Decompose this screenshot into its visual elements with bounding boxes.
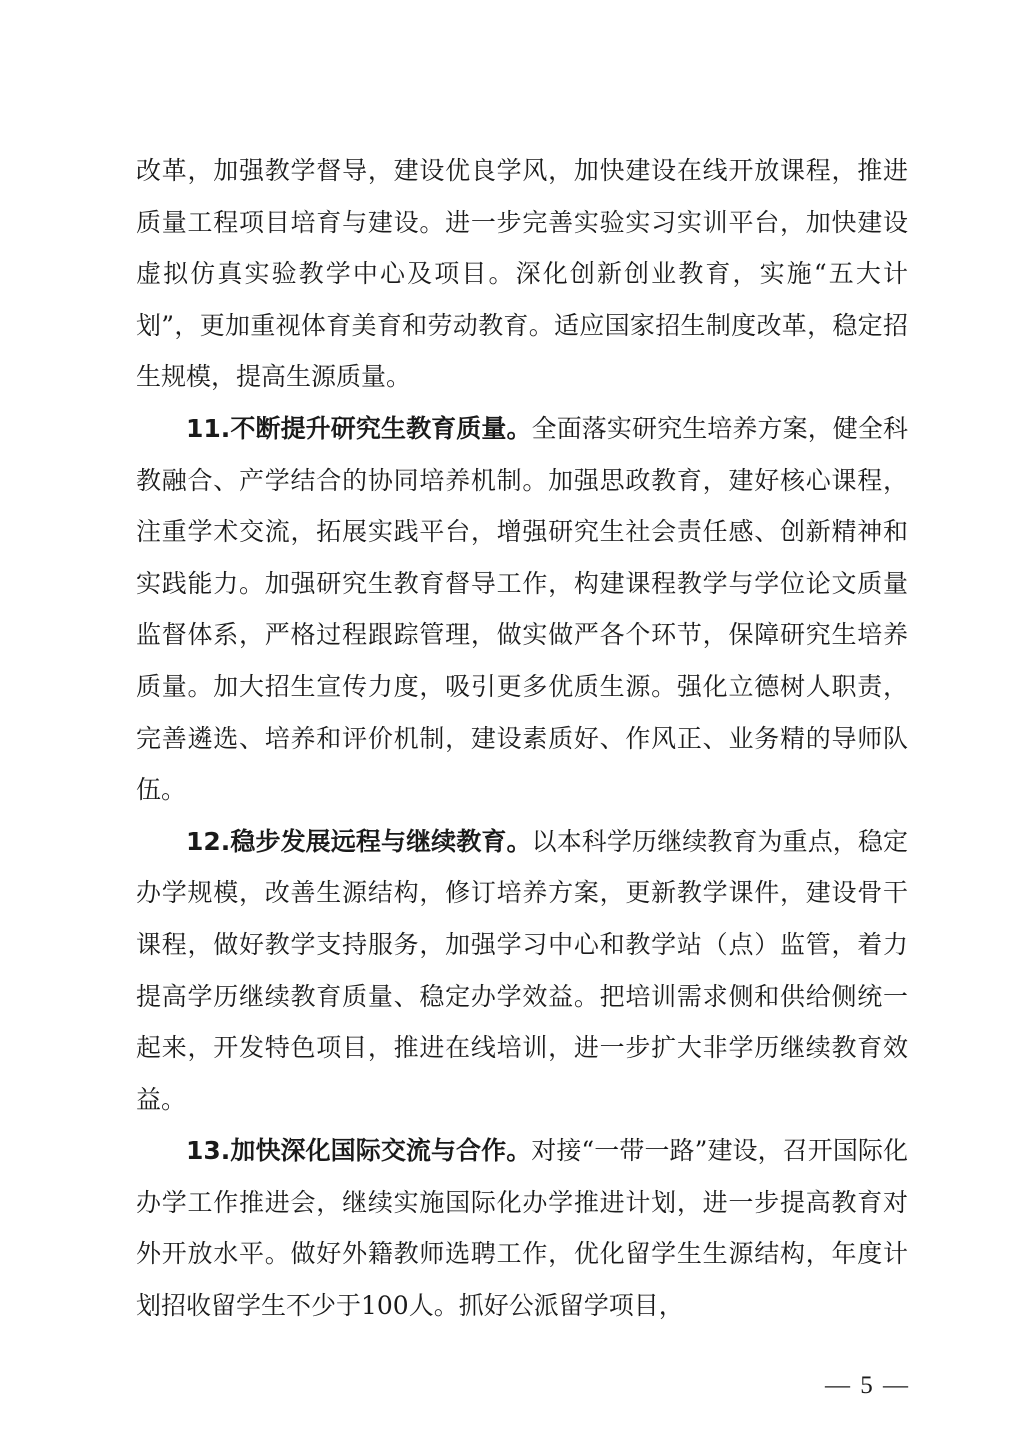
paragraph-continued bbox=[136, 145, 908, 403]
section-heading: 12.稳步发展远程与继续教育。 bbox=[186, 826, 532, 856]
page-number: — 5 — bbox=[825, 1372, 910, 1399]
paragraph-text: 改革，加强教学督导，建设优良学风，加快建设在线开放课程，推进质量工程项目培育与建设。进一步完善实验实习实训平台，加快建设虚拟仿真实验教学中心及项目。深化创新创业教育，实施“五大计划”，更加重视体育美育和劳动教育。适应国家招生制度改革，稳定招生规模，提高生源质量。 bbox=[136, 156, 908, 392]
paragraph-text: 以本科学历继续教育为重点，稳定办学规模，改善生源结构，修订培养方案，更新教学课件，建设骨干课程，做好教学支持服务，加强学习中心和教学站（点）监管，着力提高学历继续教育质量、稳定办学效益。把培训需求侧和供给侧统一起来，开发特色项目，推进在线培训，进一步扩大非学历继续教育效益。 bbox=[136, 826, 908, 1114]
paragraph-text: 全面落实研究生培养方案，健全科教融合、产学结合的协同培养机制。加强思政教育，建好核心课程，注重学术交流，拓展实践平台，增强研究生社会责任感、创新精神和实践能力。加强研究生教育督导工作，构建课程教学与学位论文质量监督体系，严格过程跟踪管理，做实做严各个环节，保障研究生培养质量。加大招生宣传力度，吸引更多优质生源。强化立德树人职责，完善遴选、培养和评价机制，建设素质好、作风正、业务精的导师队伍。 bbox=[136, 413, 908, 805]
body-text bbox=[136, 145, 908, 1332]
paragraph-item-11 bbox=[136, 403, 908, 816]
paragraph-text: 对接“一带一路”建设，召开国际化办学工作推进会，继续实施国际化办学推进计划，进一步提高教育对外开放水平。做好外籍教师选聘工作，优化留学生生源结构，年度计划招收留学生不少于100人。抓好公派留学项目， bbox=[136, 1136, 908, 1321]
paragraph-item-12 bbox=[136, 816, 908, 1126]
paragraph-item-13 bbox=[136, 1125, 908, 1331]
section-heading: 13.加快深化国际交流与合作。 bbox=[186, 1136, 532, 1166]
section-heading: 11.不断提升研究生教育质量。 bbox=[186, 413, 532, 443]
